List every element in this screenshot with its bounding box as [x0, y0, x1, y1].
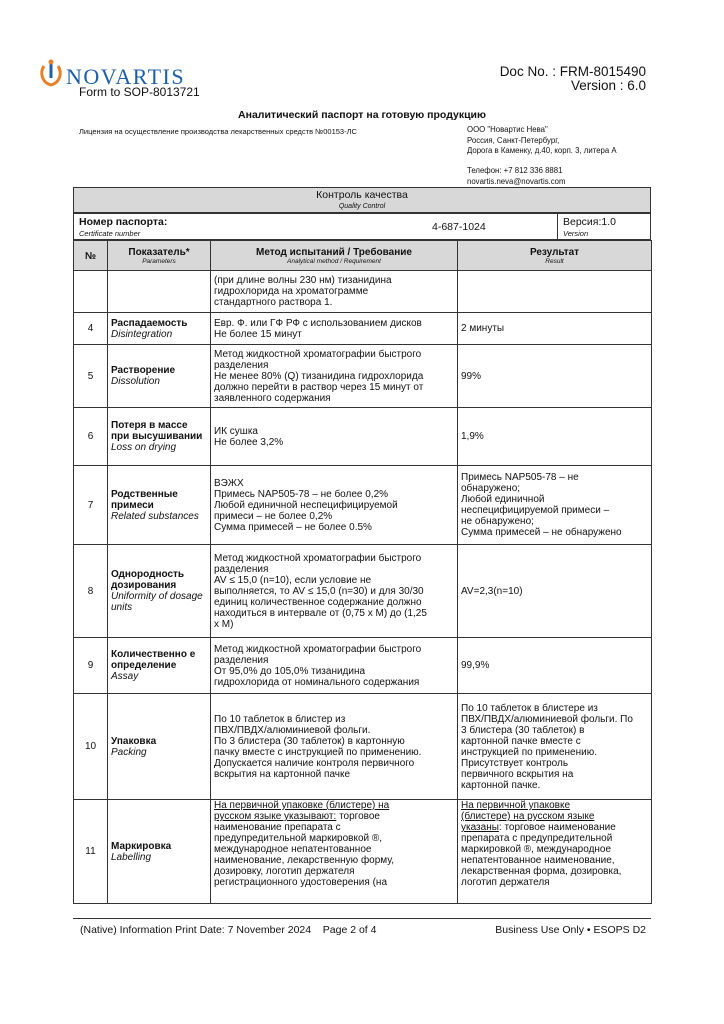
row-result: [458, 271, 652, 313]
company-phone: Телефон: +7 812 336 8881: [467, 166, 563, 175]
row-result: По 10 таблеток в блистере из ПВХ/ПВДХ/алюминиевой фольги. По 3 блистера (30 таблеток) в картонной пачке вместе с инструкцией по применению. Присутствует контроль первичного вскрытия на картонной пачке.: [458, 694, 652, 800]
certificate-label: Номер паспорта:: [79, 216, 168, 228]
company-line: Россия, Санкт-Петербург,: [467, 135, 560, 145]
quality-control-header: [73, 187, 651, 213]
column-header-no: №: [74, 241, 108, 271]
row-method: ИК сушка Не более 3,2%: [211, 408, 458, 466]
certificate-version: Версия:1.0: [563, 216, 616, 228]
row-number: 7: [74, 466, 108, 545]
page-title: Аналитический паспорт на готовую продукцию: [238, 109, 486, 121]
doc-number: Doc No. : FRM-8015490: [499, 64, 646, 79]
column-header-parameter: Показатель* Parameters: [108, 241, 211, 271]
company-address: [467, 125, 617, 157]
results-table: [73, 240, 652, 904]
footer-print-info: (Native) Information Print Date: 7 November 2024 Page 2 of 4: [80, 924, 377, 936]
row-result: Примесь NAP505-78 – не обнаружено; Любой единичной неспецифицируемой примеси – не обнаружено; Сумма примесей – не обнаружено: [458, 466, 652, 545]
certificate-version-en: Version: [563, 229, 589, 238]
row-parameter: Маркировка Labelling: [108, 800, 211, 904]
row-result: 99%: [458, 345, 652, 408]
row-result: AV=2,3(n=10): [458, 545, 652, 638]
divider: [557, 214, 558, 239]
row-method: Метод жидкостной хроматографии быстрого разделения От 95,0% до 105,0% тизанидина гидрохлорида от номинального содержания: [211, 638, 458, 694]
row-number: 9: [74, 638, 108, 694]
row-parameter: Распадаемость Disintegration: [108, 313, 211, 345]
quality-control-subtitle: Quality Control: [338, 203, 386, 210]
row-method: Метод жидкостной хроматографии быстрого разделения Не менее 80% (Q) тизанидина гидрохлорида должно перейти в раствор через 15 минут от заявленного содержания: [211, 345, 458, 408]
column-header-result: Результат Result: [458, 241, 652, 271]
row-number: [74, 271, 108, 313]
table-row: [74, 694, 652, 800]
row-number: 5: [74, 345, 108, 408]
novartis-logo-icon: [38, 58, 64, 88]
certificate-row: [73, 213, 651, 240]
brand-name: NOVARTIS: [66, 64, 186, 89]
license-text: Лицензия на осуществление производства лекарственных средств №00153-ЛС: [79, 127, 357, 136]
table-row: [74, 466, 652, 545]
row-number: 6: [74, 408, 108, 466]
row-number: 8: [74, 545, 108, 638]
table-row: [74, 545, 652, 638]
row-method: ВЭЖХ Примесь NAP505-78 – не более 0,2% Любой единичной неспецифицируемой примеси – не более 0,2% Сумма примесей – не более 0.5%: [211, 466, 458, 545]
column-header-method: Метод испытаний / Требование Analytical method / Requirement: [211, 241, 458, 271]
table-row: [74, 800, 652, 904]
row-parameter: Растворение Dissolution: [108, 345, 211, 408]
row-method: По 10 таблеток в блистер из ПВХ/ПВДХ/алюминиевой фольги. По 3 блистера (30 таблеток) в картонную пачку вместе с инструкцией по применению. Допускается наличие контроля первичного вскрытия на картонной пачке: [211, 694, 458, 800]
row-result: 2 минуты: [458, 313, 652, 345]
table-row: [74, 271, 652, 313]
table-row: [74, 345, 652, 408]
row-number: 11: [74, 800, 108, 904]
row-result: 99,9%: [458, 638, 652, 694]
company-line: Дорога в Каменку, д.40, корп. 3, литера А: [467, 146, 617, 155]
row-parameter: Потеря в массе при высушивании Loss on drying: [108, 408, 211, 466]
row-parameter: Однородность дозирования Uniformity of dosage units: [108, 545, 211, 638]
row-parameter: Количественно е определение Assay: [108, 638, 211, 694]
doc-version: Version : 6.0: [570, 78, 646, 93]
row-result: На первичной упаковке (блистере) на русском языке указаны: торговое наименование препарата с предупредительной маркировкой ®, международное непатентованное наименование, лекарственная форма, дозировка, логотип держателя: [458, 800, 652, 904]
table-row: [74, 408, 652, 466]
row-method: (при длине волны 230 нм) тизанидина гидрохлорида на хроматограмме стандартного раствора 1.: [211, 271, 458, 313]
table-header-row: [74, 241, 652, 271]
row-parameter: [108, 271, 211, 313]
row-number: 4: [74, 313, 108, 345]
company-contact: [467, 166, 566, 187]
table-row: [74, 638, 652, 694]
row-number: 10: [74, 694, 108, 800]
certificate-number: 4-687-1024: [432, 221, 486, 233]
company-email: novartis.neva@novartis.com: [467, 176, 566, 186]
footer-divider: [73, 918, 651, 919]
row-parameter: Упаковка Packing: [108, 694, 211, 800]
certificate-label-en: Certificate number: [79, 229, 141, 238]
form-reference: Form to SOP-8013721: [79, 85, 200, 99]
row-parameter: Родственные примеси Related substances: [108, 466, 211, 545]
footer-classification: Business Use Only • ESOPS D2: [495, 924, 646, 936]
row-method: Метод жидкостной хроматографии быстрого разделения AV ≤ 15,0 (n=10), если условие не выполняется, то AV ≤ 15,0 (n=30) и для 30/30 единиц количественное содержание должно находиться в интервале от (0,75 x M) до (1,25 x M): [211, 545, 458, 638]
table-row: [74, 313, 652, 345]
row-result: 1,9%: [458, 408, 652, 466]
company-line: ООО "Новартис Нева": [467, 125, 548, 134]
row-method: На первичной упаковке (блистере) на русском языке указывают: торговое наименование препарата с предупредительной маркировкой ®, международное непатентованное наименование, лекарственную форму, дозировку, логотип держателя регистрационного удостоверения (на: [211, 800, 458, 904]
quality-control-title: Контроль качества: [316, 189, 408, 201]
row-method: Евр. Ф. или ГФ РФ с использованием дисков Не более 15 минут: [211, 313, 458, 345]
